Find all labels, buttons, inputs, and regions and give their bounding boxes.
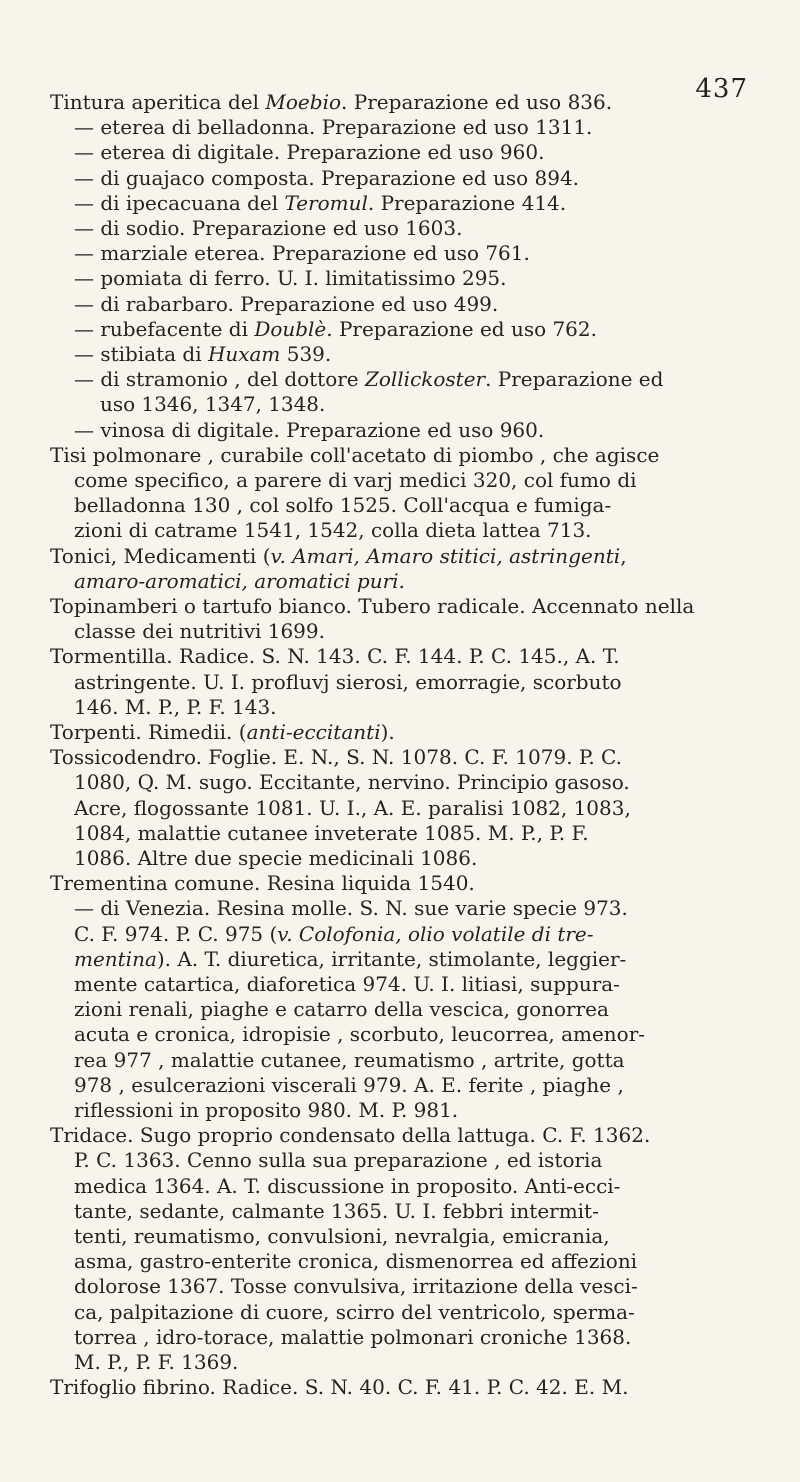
index-line xyxy=(74,1224,800,1249)
index-line xyxy=(74,1274,800,1299)
index-line xyxy=(74,1022,800,1047)
line-text: Tossicodendro. Foglie. E. N., S. N. 1078. C. F. 1079. P. C. xyxy=(50,745,623,770)
line-text: mente catartica, diaforetica 974. U. I. litiasi, suppura- xyxy=(74,972,620,996)
index-line xyxy=(74,1350,800,1375)
italic-text: amaro-aromatici, aromatici puri. xyxy=(74,568,405,593)
index-line xyxy=(50,544,800,569)
line-text: 1084, malattie cutanee inveterate 1085. M. P., P. F. xyxy=(74,820,589,845)
line-text: — di sodio. Preparazione ed uso 1603. xyxy=(74,216,463,240)
page-number: 437 xyxy=(695,74,748,104)
line-text: Trementina comune. Resina liquida 1540. xyxy=(50,871,475,896)
italic-text: Teromul xyxy=(284,190,368,215)
index-line xyxy=(74,191,800,216)
italic-text: Doublè xyxy=(254,316,327,341)
index-line xyxy=(74,1073,800,1098)
line-text: ). A. T. diuretica, irritante, stimolante, leggier- xyxy=(156,946,627,971)
line-text: Tisi polmonare , curabile coll'acetato di piombo , che agisce xyxy=(50,442,660,467)
index-line xyxy=(74,1098,800,1123)
line-text: tante, sedante, calmante 1365. U. I. febbri intermit- xyxy=(74,1198,599,1223)
index-line xyxy=(74,997,800,1022)
italic-text: Zollickoster xyxy=(364,367,486,392)
italic-text: Moebio xyxy=(265,90,342,114)
index-line xyxy=(74,896,800,921)
line-text: — pomiata di ferro. U. I. limitatissimo 295. xyxy=(74,266,507,291)
line-text: come specifico, a parere di varj medici 320, col fumo di xyxy=(74,468,637,492)
line-text: asma, gastro-enterite cronica, dismenorrea ed affezioni xyxy=(74,1249,638,1274)
line-text: zioni renali, piaghe e catarro della vescica, gonorrea xyxy=(74,997,609,1022)
italic-text: Huxam xyxy=(207,342,281,366)
line-text: 978 , esulcerazioni viscerali 979. A. E. ferite , piaghe , xyxy=(74,1072,624,1097)
index-line xyxy=(50,443,800,468)
line-text: astringente. U. I. profluvj sierosi, emorragie, scorbuto xyxy=(74,669,622,694)
index-line xyxy=(74,266,800,291)
index-line xyxy=(50,90,800,115)
line-text: belladonna 130 , col solfo 1525. Coll'acqua e fumiga- xyxy=(74,493,612,518)
index-line xyxy=(50,720,800,745)
line-text: riflessioni in proposito 980. M. P. 981. xyxy=(74,1098,459,1122)
line-text: — di ipecacuana del xyxy=(74,190,285,215)
index-line xyxy=(74,342,800,367)
index-line xyxy=(74,216,800,241)
index-line xyxy=(74,619,800,644)
index-line xyxy=(74,569,800,594)
italic-text: anti-eccitanti xyxy=(246,720,381,744)
index-line xyxy=(74,1048,800,1073)
index-line xyxy=(74,1300,800,1325)
index-line xyxy=(74,367,800,392)
line-text: M. P., P. F. 1369. xyxy=(74,1350,239,1374)
index-line xyxy=(74,1199,800,1224)
italic-text: v. Amari, Amaro stitici, astringenti xyxy=(270,543,621,568)
line-text: — stibiata di xyxy=(74,342,208,366)
index-line xyxy=(74,518,800,543)
index-line xyxy=(74,1325,800,1350)
line-text: rea 977 , malattie cutanee, reumatismo , artrite, gotta xyxy=(74,1047,625,1072)
index-line xyxy=(50,644,800,669)
line-text: C. F. 974. P. C. 975 ( xyxy=(74,921,278,946)
line-text: Torpenti. Rimedii. ( xyxy=(50,720,247,744)
italic-text: v. Colofonia, olio volatile di tre- xyxy=(277,921,594,946)
line-text: — marziale eterea. Preparazione ed uso 761. xyxy=(74,241,530,266)
line-text: . Preparazione 414. xyxy=(367,190,567,215)
index-line xyxy=(74,695,800,720)
index-line xyxy=(74,317,800,342)
index-line xyxy=(74,166,800,191)
line-text: uso 1346, 1347, 1348. xyxy=(100,392,326,417)
index-line xyxy=(50,1375,800,1400)
index-line xyxy=(74,1174,800,1199)
line-text: — di stramonio , del dottore xyxy=(74,367,365,392)
index-line xyxy=(74,1249,800,1274)
index-line xyxy=(74,418,800,443)
line-text: Tonici, Medicamenti ( xyxy=(50,543,271,568)
index-line xyxy=(50,745,800,770)
line-text: classe dei nutritivi 1699. xyxy=(74,619,325,644)
line-text: — eterea di belladonna. Preparazione ed uso 1311. xyxy=(74,115,593,140)
line-text: 1080, Q. M. sugo. Eccitante, nervino. Principio gasoso. xyxy=(74,770,630,795)
line-text: — vinosa di digitale. Preparazione ed uso 960. xyxy=(74,417,545,442)
line-text: P. C. 1363. Cenno sulla sua preparazione , ed istoria xyxy=(74,1148,603,1173)
index-line xyxy=(50,594,800,619)
line-text: Tormentilla. Radice. S. N. 143. C. F. 144. P. C. 145., A. T. xyxy=(50,644,620,669)
index-line xyxy=(74,796,800,821)
line-text: — eterea di digitale. Preparazione ed uso 960. xyxy=(74,140,545,165)
index-line xyxy=(74,846,800,871)
line-text: — di rabarbaro. Preparazione ed uso 499. xyxy=(74,291,499,316)
index-line xyxy=(50,871,800,896)
line-text: Topinamberi o tartufo bianco. Tubero radicale. Accennato nella xyxy=(50,594,695,618)
line-text: , xyxy=(620,543,627,568)
line-text: Acre, flogossante 1081. U. I., A. E. paralisi 1082, 1083, xyxy=(74,795,631,820)
line-text: 146. M. P., P. F. 143. xyxy=(74,694,277,719)
line-text: . Preparazione ed uso 762. xyxy=(326,316,597,341)
index-line xyxy=(74,468,800,493)
index-line xyxy=(74,670,800,695)
index-line xyxy=(100,392,800,417)
index-line xyxy=(74,1148,800,1173)
line-text: tenti, reumatismo, convulsioni, nevralgia, emicrania, xyxy=(74,1224,610,1248)
line-text: Tridace. Sugo proprio condensato della lattuga. C. F. 1362. xyxy=(50,1123,651,1148)
index-line xyxy=(74,770,800,795)
line-text: ca, palpitazione di cuore, scirro del ventricolo, sperma- xyxy=(74,1299,635,1324)
index-line xyxy=(74,493,800,518)
index-line xyxy=(74,241,800,266)
line-text: Trifoglio fibrino. Radice. S. N. 40. C. F. 41. P. C. 42. E. M. xyxy=(50,1375,629,1400)
line-text: zioni di catrame 1541, 1542, colla dieta lattea 713. xyxy=(74,518,592,543)
index-line xyxy=(74,972,800,997)
line-text: 1086. Altre due specie medicinali 1086. xyxy=(74,846,478,870)
line-text: medica 1364. A. T. discussione in proposito. Anti-ecci- xyxy=(74,1173,621,1198)
line-text: . Preparazione ed uso 836. xyxy=(341,90,613,114)
index-line xyxy=(74,140,800,165)
line-text: dolorose 1367. Tosse convulsiva, irritazione della vesci- xyxy=(74,1274,638,1299)
index-line xyxy=(74,115,800,140)
italic-text: mentina xyxy=(74,946,157,971)
line-text: — di guajaco composta. Preparazione ed uso 894. xyxy=(74,165,580,190)
line-text: ). xyxy=(380,720,395,744)
line-text: — rubefacente di xyxy=(74,316,255,341)
index-line xyxy=(74,292,800,317)
index-line xyxy=(74,947,800,972)
line-text: acuta e cronica, idropisie , scorbuto, leucorrea, amenor- xyxy=(74,1022,646,1047)
index-line xyxy=(74,922,800,947)
line-text: Tintura aperitica del xyxy=(50,90,266,114)
line-text: . Preparazione ed xyxy=(485,367,664,392)
line-text: — di Venezia. Resina molle. S. N. sue varie specie 973. xyxy=(74,896,628,921)
index-line xyxy=(74,821,800,846)
index-line xyxy=(50,1123,800,1148)
line-text: torrea , idro-torace, malattie polmonari croniche 1368. xyxy=(74,1324,632,1349)
line-text: 539. xyxy=(280,342,332,366)
